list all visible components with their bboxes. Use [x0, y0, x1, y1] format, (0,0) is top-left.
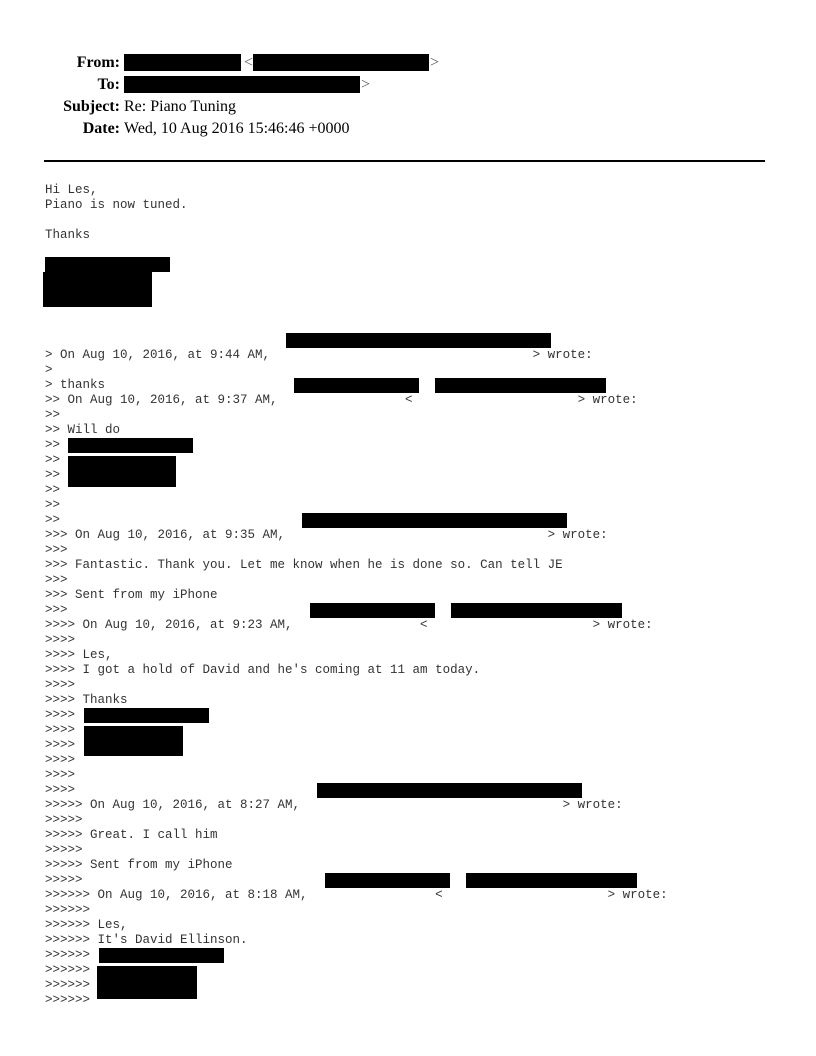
redacted-quote4-signature-name	[84, 708, 209, 723]
body-line: >> On Aug 10, 2016, at 9:37 AM, < > wrote:	[45, 393, 638, 407]
body-line: >>>>>>	[45, 903, 91, 917]
body-line: > thanks	[45, 378, 106, 392]
to-label: To:	[97, 76, 120, 93]
body-line: >>>>> On Aug 10, 2016, at 8:27 AM, > wrote:	[45, 798, 623, 812]
redacted-quote1-sender	[286, 333, 551, 348]
body-line: >>>	[45, 543, 68, 557]
body-line: >	[45, 363, 53, 377]
body-line: >>>>>	[45, 873, 83, 887]
body-line: >>>>>	[45, 813, 83, 827]
body-line: >>>> Thanks	[45, 693, 128, 707]
redacted-quote5-sender	[317, 783, 582, 798]
subject-label: Subject:	[63, 98, 120, 115]
date-label: Date:	[82, 120, 120, 137]
to-close-angle: >	[361, 76, 371, 93]
body-line: >>>> I got a hold of David and he's coming at 11 am today.	[45, 663, 481, 677]
body-line: Piano is now tuned.	[45, 198, 188, 212]
body-line: >>>>> Great. I call him	[45, 828, 218, 842]
body-line: Hi Les,	[45, 183, 98, 197]
redacted-quote2-signature-contact	[68, 456, 176, 487]
body-line: >>>>>	[45, 843, 83, 857]
redacted-to-email	[124, 76, 360, 93]
body-line: >> Will do	[45, 423, 121, 437]
body-line: >>>>>> Les,	[45, 918, 128, 932]
body-line: >>> Sent from my iPhone	[45, 588, 218, 602]
redacted-from-email	[253, 54, 429, 71]
redacted-quote3-sender	[302, 513, 567, 528]
redacted-quote6-email	[466, 873, 637, 888]
body-line: >>	[45, 513, 61, 527]
body-line: > On Aug 10, 2016, at 9:44 AM, > wrote:	[45, 348, 593, 362]
body-line: >>>> Les,	[45, 648, 113, 662]
body-line: >>>>	[45, 723, 76, 737]
redacted-quote6-signature-name	[99, 948, 224, 963]
body-line: >>	[45, 453, 61, 467]
body-line: >>>>	[45, 783, 76, 797]
date-value: Wed, 10 Aug 2016 15:46:46 +0000	[124, 120, 350, 137]
from-close-angle: >	[430, 54, 440, 71]
redacted-quote4-email	[451, 603, 622, 618]
redacted-quote6-name	[325, 873, 450, 888]
from-label: From:	[76, 54, 120, 71]
subject-value: Re: Piano Tuning	[124, 98, 237, 115]
body-line	[45, 243, 668, 258]
redacted-quote4-signature-contact	[84, 726, 183, 756]
body-line: >>>	[45, 603, 68, 617]
body-line: >>>>>>	[45, 978, 91, 992]
redacted-quote2-email	[435, 378, 606, 393]
body-line	[45, 318, 668, 333]
body-line: >>>>	[45, 633, 76, 647]
body-line: >>	[45, 498, 61, 512]
body-line: >>>>>>	[45, 948, 91, 962]
redacted-signature-name	[45, 257, 170, 272]
body-line: >>	[45, 408, 61, 422]
body-line: >>>>	[45, 678, 76, 692]
body-line: >>>>> Sent from my iPhone	[45, 858, 233, 872]
body-line	[45, 213, 668, 228]
from-open-angle: <	[244, 54, 254, 71]
body-line: >>>>>> It's David Ellinson.	[45, 933, 248, 947]
redacted-quote2-signature-name	[68, 438, 193, 453]
body-line: >>>>>>	[45, 993, 91, 1007]
redacted-quote4-name	[310, 603, 435, 618]
body-line: >>	[45, 468, 61, 482]
body-line: >>>>	[45, 768, 76, 782]
body-line: >>> Fantastic. Thank you. Let me know when he is done so. Can tell JE	[45, 558, 563, 572]
body-line: >>>>>>	[45, 963, 91, 977]
body-line: >>	[45, 483, 61, 497]
redacted-from-name	[124, 54, 241, 71]
redacted-signature-contact	[43, 272, 152, 307]
header-divider	[44, 160, 765, 162]
body-line: Thanks	[45, 228, 91, 242]
body-line: >>	[45, 438, 61, 452]
body-line: >>>	[45, 573, 68, 587]
redacted-quote2-name	[294, 378, 419, 393]
redacted-quote6-signature-contact	[97, 966, 197, 999]
body-line: >>>>	[45, 753, 76, 767]
body-line: >>>>	[45, 708, 76, 722]
body-line: >>>>>> On Aug 10, 2016, at 8:18 AM, < > wrote:	[45, 888, 668, 902]
body-line: >>>> On Aug 10, 2016, at 9:23 AM, < > wrote:	[45, 618, 653, 632]
body-line: >>>>	[45, 738, 76, 752]
body-line: >>> On Aug 10, 2016, at 9:35 AM, > wrote:	[45, 528, 608, 542]
